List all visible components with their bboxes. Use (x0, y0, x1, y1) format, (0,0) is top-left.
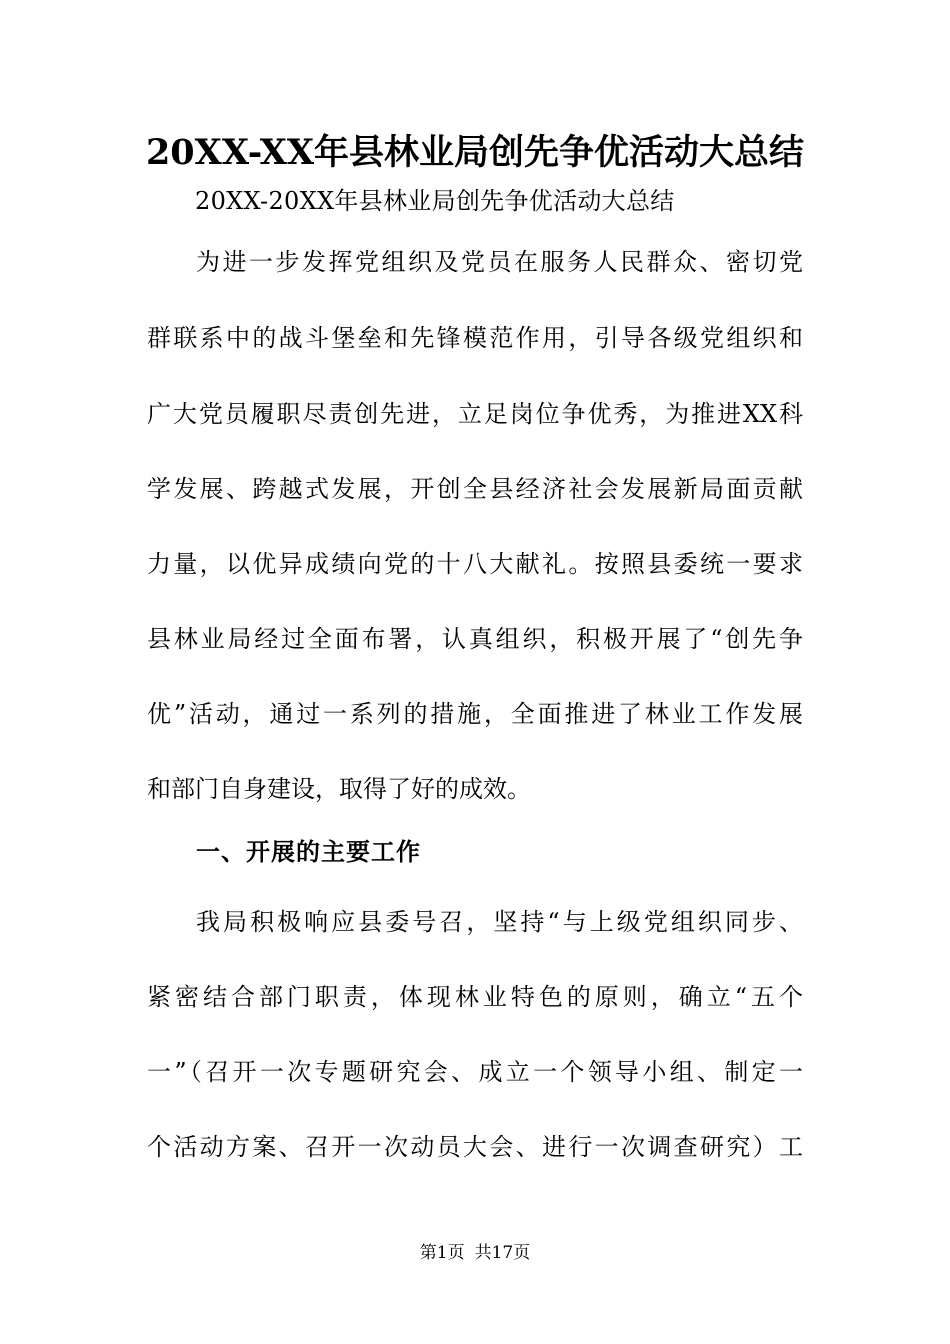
paragraph-line: 和部门自身建设，取得了好的成效。 (147, 775, 531, 803)
paragraph-line: 优”活动，通过一系列的措施，全面推进了林业工作发展 (147, 700, 803, 728)
paragraph-line: 个活动方案、召开一次动员大会、进行一次调查研究）工 (147, 1133, 803, 1161)
paragraph-line: 我局积极响应县委号召，坚持“与上级党组织同步、 (196, 908, 803, 936)
page-number: 第1页 (419, 1243, 465, 1263)
section-heading: 一、开展的主要工作 (196, 838, 421, 866)
paragraph-line: 学发展、跨越式发展，开创全县经济社会发展新局面贡献 (147, 475, 803, 503)
paragraph-line: 为进一步发挥党组织及党员在服务人民群众、密切党 (196, 248, 803, 276)
paragraph-line: 县林业局经过全面布署，认真组织，积极开展了“创先争 (147, 625, 803, 653)
paragraph-line: 一”（召开一次专题研究会、成立一个领导小组、制定一 (147, 1058, 803, 1086)
document-title: 20XX-XX年县林业局创先争优活动大总结 (145, 132, 805, 173)
paragraph-line: 广大党员履职尽责创先进，立足岗位争优秀，为推进XX科 (147, 400, 803, 428)
page-footer (0, 1240, 950, 1266)
paragraph-line: 群联系中的战斗堡垒和先锋模范作用，引导各级党组织和 (147, 324, 803, 352)
page-total: 共17页 (474, 1243, 531, 1263)
paragraph-line: 紧密结合部门职责，体现林业特色的原则，确立“五个 (147, 983, 803, 1011)
document-subtitle: 20XX-20XX年县林业局创先争优活动大总结 (195, 187, 675, 215)
paragraph-line: 力量，以优异成绩向党的十八大献礼。按照县委统一要求 (147, 550, 803, 578)
